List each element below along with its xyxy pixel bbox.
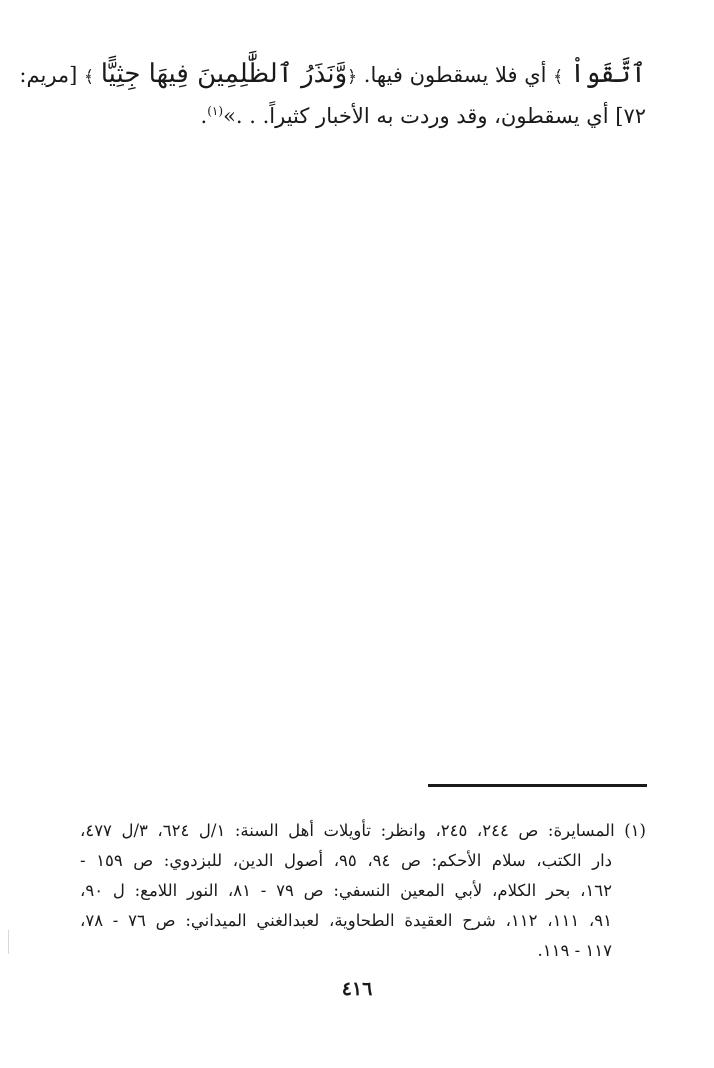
scan-edge-mark <box>8 930 9 954</box>
footnote-separator <box>428 784 647 787</box>
quran-closing-brace: ﴾ <box>553 67 564 87</box>
footnote-line: ١١٧ - ١١٩. <box>537 941 612 960</box>
quran-fragment: ٱتَّقَواْ <box>569 59 646 89</box>
quran-opening-brace: ﴿ <box>347 67 358 87</box>
footnote-line: ١٦٢، بحر الكلام، لأبي المعين النسفي: ص ٧٩ - ٨١، النور اللامع: ل ٩٠، <box>80 881 612 900</box>
footnote-marker: (١) <box>207 104 224 118</box>
sentence-end: . <box>200 104 208 128</box>
quran-verse: وَّنَذَرُ ٱلظَّٰلِمِينَ فِيهَا جِثِيًّا <box>100 59 348 89</box>
quran-closing-brace: ﴾ <box>84 67 95 87</box>
footnote-line: ٩١، ١١١، ١١٢، شرح العقيدة الطحاوية، لعبدالغني الميداني: ص ٧٦ - ٧٨، <box>80 911 612 930</box>
main-text-line-1 <box>19 50 646 98</box>
commentary-text: ٧٢] أي يسقطون، وقد وردت به الأخبار كثيراً. . .» <box>223 104 646 128</box>
footnote-line: (١) المسايرة: ص ٢٤٤، ٢٤٥، وانظر: تأويلات أهل السنة: ١/ل ٦٢٤، ٣/ل ٤٧٧، <box>80 821 646 840</box>
surah-reference: [مريم: <box>19 63 78 87</box>
page-number: ٤١٦ <box>341 978 373 1000</box>
footnote-line: دار الكتب، سلام الأحكم: ص ٩٤، ٩٥، أصول الدين، للبزدوي: ص ١٥٩ - <box>80 851 612 870</box>
main-text-line-2 <box>82 96 646 136</box>
commentary-phrase: أي فلا يسقطون فيها. <box>363 63 547 87</box>
